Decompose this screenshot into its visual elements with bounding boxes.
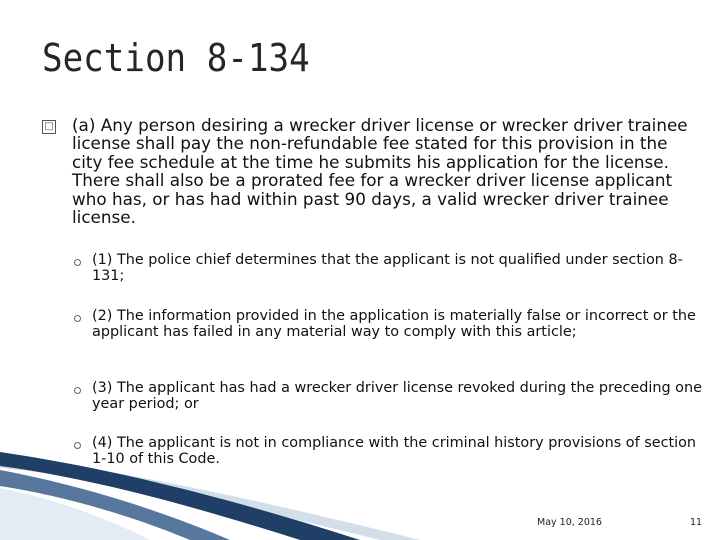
list-item-text: (3) The applicant has had a wrecker driver license revoked during the preceding one year period; or — [92, 380, 702, 412]
circle-bullet-icon — [74, 442, 81, 449]
circle-bullet-icon — [74, 387, 81, 394]
main-paragraph: (a) Any person desiring a wrecker driver license or wrecker driver trainee license shall pay the non-refundable fee stated for this provision in the city fee schedule at the time he submits his application for the license. There shall also be a prorated fee for a wrecker driver license applicant who has, or has had within past 90 days, a valid wrecker driver trainee license. — [72, 115, 688, 228]
circle-bullet-icon — [74, 315, 81, 322]
list-item-text: (2) The information provided in the application is materially false or incorrect or the applicant has failed in any material way to comply with this article; — [92, 308, 696, 340]
list-item-text: (1) The police chief determines that the applicant is not qualified under section 8-131; — [92, 252, 683, 284]
slide-title: Section 8-134 — [42, 36, 310, 80]
list-item-text: (4) The applicant is not in compliance with the criminal history provisions of section 1-10 of this Code. — [92, 435, 697, 467]
page-number: 11 — [690, 517, 703, 528]
circle-bullet-icon — [74, 259, 81, 266]
square-bullet-icon: □ — [42, 120, 56, 134]
footer-date: May 10, 2016 — [537, 517, 602, 528]
